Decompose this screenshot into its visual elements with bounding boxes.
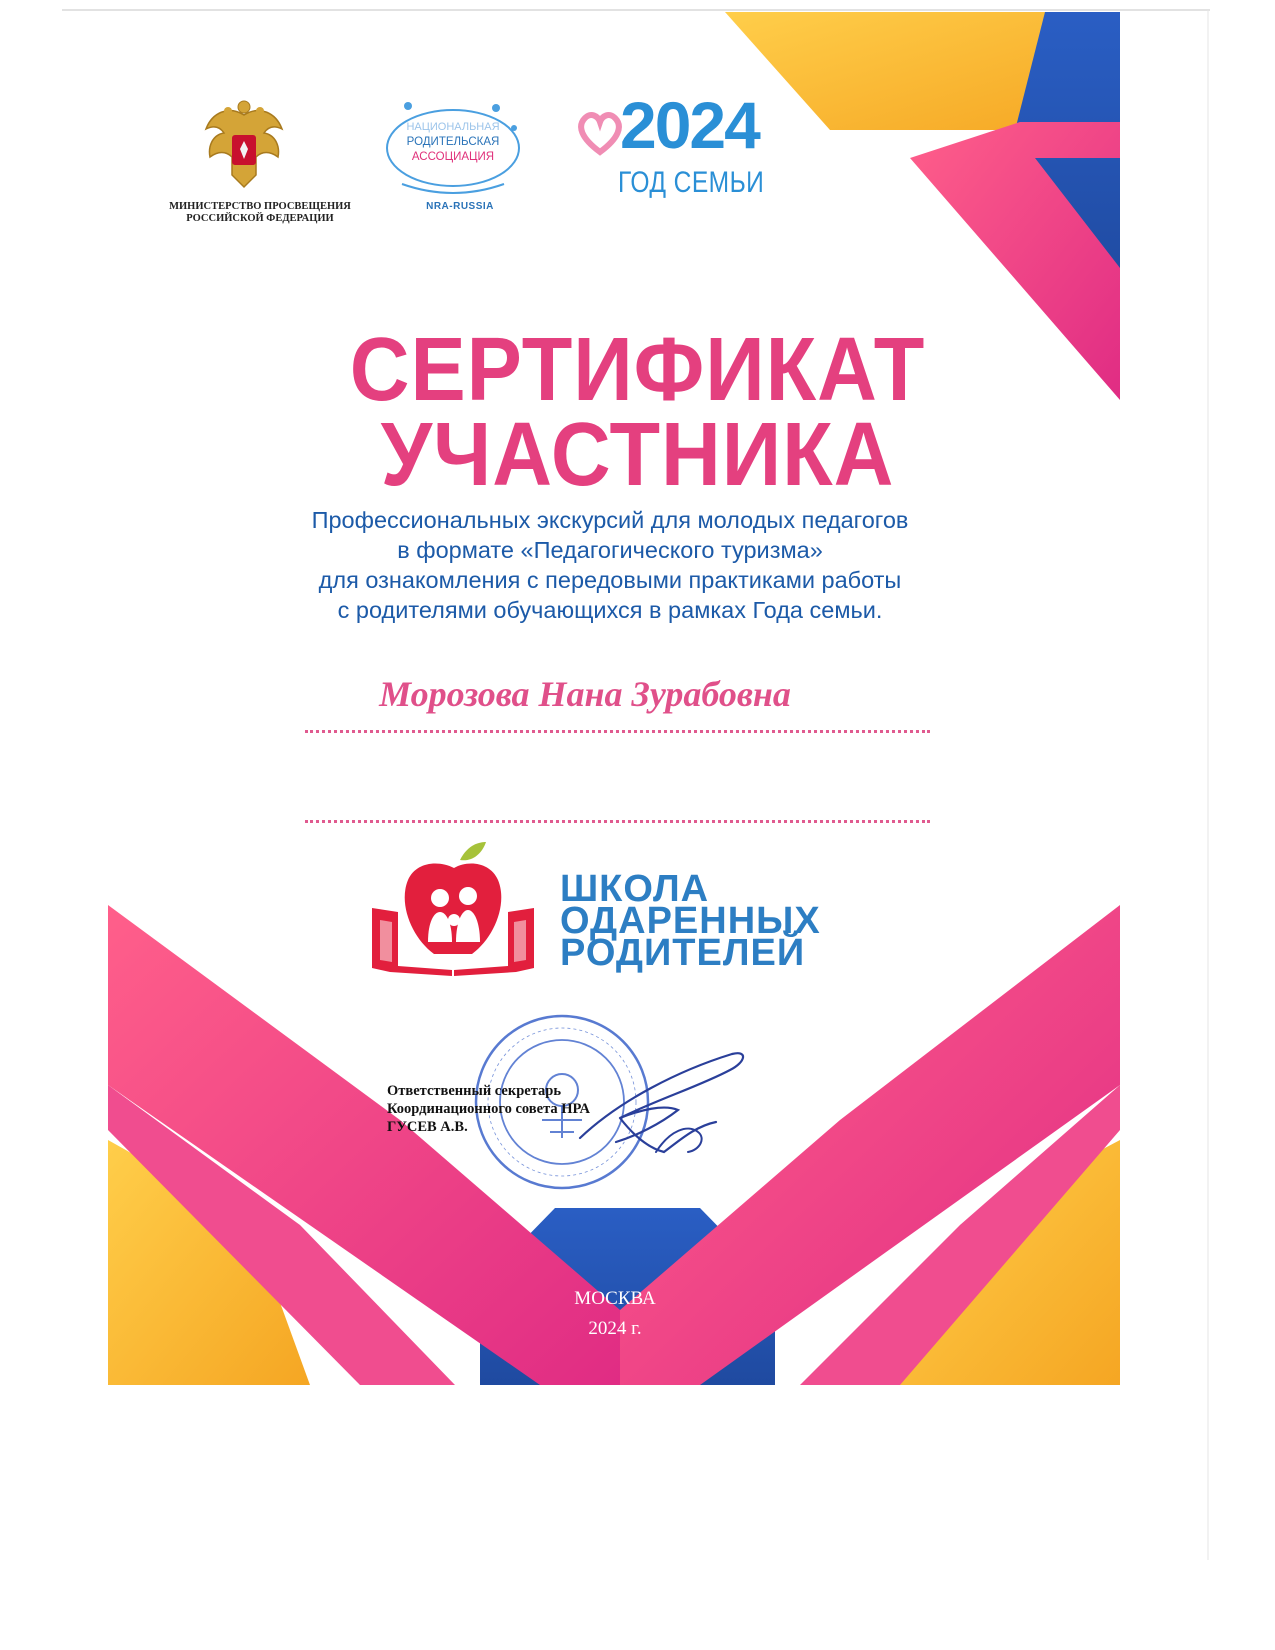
school-logo-emblem [368,838,538,978]
school-logo-text [560,868,821,974]
year-logo-number: 2024 [620,88,759,162]
nra-emblem-icon [378,98,528,198]
recipient-name: Морозова Нана Зурабовна [379,674,791,714]
nra-logo-line1: НАЦИОНАЛЬНАЯ [406,121,500,133]
footer-place-date [520,1284,710,1344]
school-logo-line1: ШКОЛА [560,868,710,910]
description-line: в формате «Педагогического туризма» [397,537,823,563]
school-logo-line3: РОДИТЕЛЕЙ [560,932,806,974]
dotted-line [305,730,930,733]
double-headed-eagle-icon [198,95,290,195]
signer-name: ГУСЕВ А.В. [387,1119,468,1135]
nra-logo-line2: РОДИТЕЛЬСКАЯ [406,136,500,148]
ministry-emblem [198,95,290,195]
year-logo-text: ГОД СЕМЬИ [618,166,765,199]
apple-book-icon [368,838,538,978]
nra-logo [378,98,528,198]
school-logo-line2: ОДАРЕННЫХ [560,900,821,942]
certificate-title-line2: УЧАСТНИКА [380,405,895,505]
ministry-caption-line2: РОССИЙСКОЙ ФЕДЕРАЦИИ [186,213,334,224]
handwritten-signature-icon [560,1040,760,1170]
signature-block [387,1082,590,1136]
ministry-caption-line1: МИНИСТЕРСТВО ПРОСВЕЩЕНИЯ [169,201,351,212]
description-line: Профессиональных экскурсий для молодых педагогов [311,507,909,533]
ministry-caption [160,201,360,225]
certificate-description [200,505,1020,625]
signer-position-line2: Координационного совета НРА [387,1101,590,1117]
footer-city: МОСКВА [574,1288,656,1309]
nra-logo-footer: NRA-RUSSIA [426,201,494,212]
description-line: с родителями обучающихся в рамках Года семьи. [337,597,883,623]
certificate-title-line1: СЕРТИФИКАТ [349,320,926,420]
footer-year: 2024 г. [588,1318,642,1339]
dotted-line [305,820,930,823]
heart-icon [575,108,625,158]
description-line: для ознакомления с передовыми практиками работы [318,567,902,593]
signer-position-line1: Ответственный секретарь [387,1083,561,1099]
nra-logo-line3: АССОЦИАЦИЯ [411,151,495,163]
signature [560,1040,760,1170]
